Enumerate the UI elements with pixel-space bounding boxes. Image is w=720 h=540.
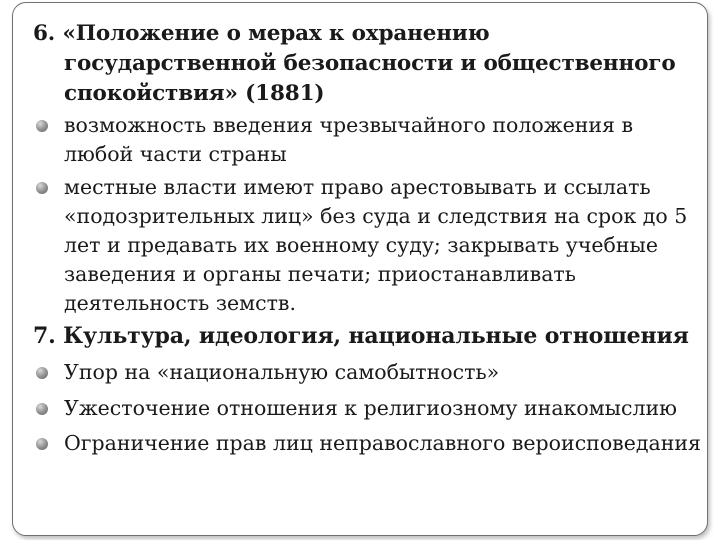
bullet-item (33, 429, 701, 458)
bullet-text: возможность введения чрезвычайного положения в любой части страны (64, 113, 634, 166)
bullet-icon (36, 182, 48, 194)
bullet-icon (36, 120, 48, 132)
bullet-text: Ужесточение отношения к религиозному инакомыслию (64, 396, 677, 420)
bullet-text: Упор на «национальную самобытность» (64, 360, 500, 384)
section-heading-6: 6. «Положение о мерах к охранению государственной безопасности и общественного спокойствия» (1881) (33, 21, 676, 106)
bullet-icon (36, 438, 48, 450)
bullet-text: местные власти имеют право арестовывать и ссылать «подозрительных лиц» без суда и следствия на срок до 5 лет и предавать их военному суду; закрывать учебные заведения и органы печати; приостанавливать деятельность земств. (64, 175, 688, 315)
slide-content (33, 7, 701, 458)
bullet-icon (36, 367, 48, 379)
bullet-item (33, 173, 701, 318)
slide-frame (12, 2, 708, 536)
bullet-item (33, 394, 701, 423)
bullet-item (33, 358, 701, 387)
bullet-item (33, 111, 701, 169)
bullet-icon (36, 403, 48, 415)
bullet-text: Ограничение прав лиц неправославного вероисповедания (64, 431, 701, 455)
section-heading-7: 7. Культура, идеология, национальные отношения (33, 323, 689, 349)
